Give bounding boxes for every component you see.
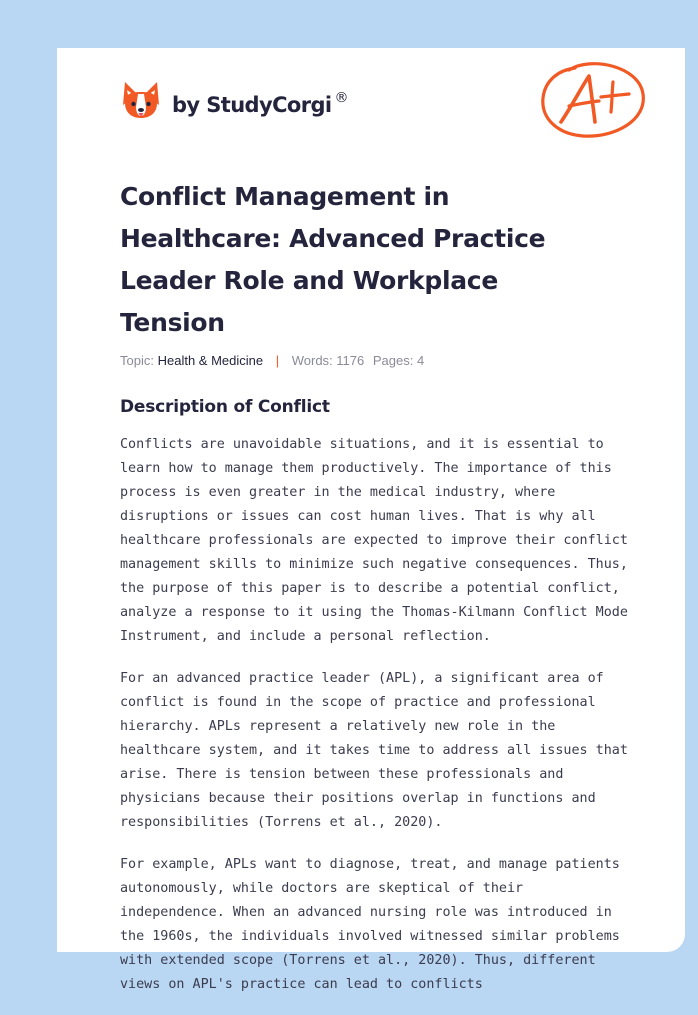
- pages-label: Pages:: [372, 353, 414, 368]
- topic-label: Topic:: [120, 353, 154, 368]
- paragraph-3: For example, APLs want to diagnose, treat, and manage patients autonomously, while doctors are skeptical of their independence. When an advanced nursing role was introduced in the 1960s, the individuals involved witnessed similar problems with extended scope (Torrens et al., 2020). Thus, different views on APL's practice can lead to conflicts: [120, 857, 620, 992]
- paragraph-1: Conflicts are unavoidable situations, and it is essential to learn how to manage them productively. The importance of this process is even greater in the medical industry, where disruptions or issues can cost human lives. That is why all healthcare professionals are expected to improve their conflict management skills to minimize such negative consequences. Thus, the purpose of this paper is to describe a potential conflict, analyze a response to it using the Thomas-Kilmann Conflict Mode Instrument, and include a personal reflection.: [120, 437, 628, 644]
- registered-mark: ®: [334, 90, 348, 106]
- brand-logo[interactable]: [121, 76, 348, 126]
- page-title: Conflict Management in Healthcare: Advanced Practice Leader Role and Workplace Tension: [120, 182, 546, 337]
- words-label: Words:: [291, 353, 333, 368]
- document-page: [57, 48, 685, 992]
- words-count: 1176: [336, 353, 365, 368]
- topic-link[interactable]: Health & Medicine: [157, 353, 264, 368]
- pages-count: 4: [417, 353, 425, 368]
- meta-separator: |: [275, 353, 280, 368]
- section-heading: Description of Conflict: [120, 397, 330, 417]
- corgi-icon: [121, 79, 161, 123]
- document-meta: [120, 353, 424, 368]
- paragraph-2: For an advanced practice leader (APL), a significant area of conflict is found in the scope of practice and professional hierarchy. APLs represent a relatively new role in the healthcare system, and it takes time to address all issues that arise. There is tension between these professionals and physicians because their positions overlap in functions and responsibilities (Torrens et al., 2020).: [120, 671, 628, 830]
- brand-name: by StudyCorgi ®: [172, 90, 348, 117]
- document-body: [120, 433, 634, 1015]
- a-plus-badge-icon: [539, 60, 647, 140]
